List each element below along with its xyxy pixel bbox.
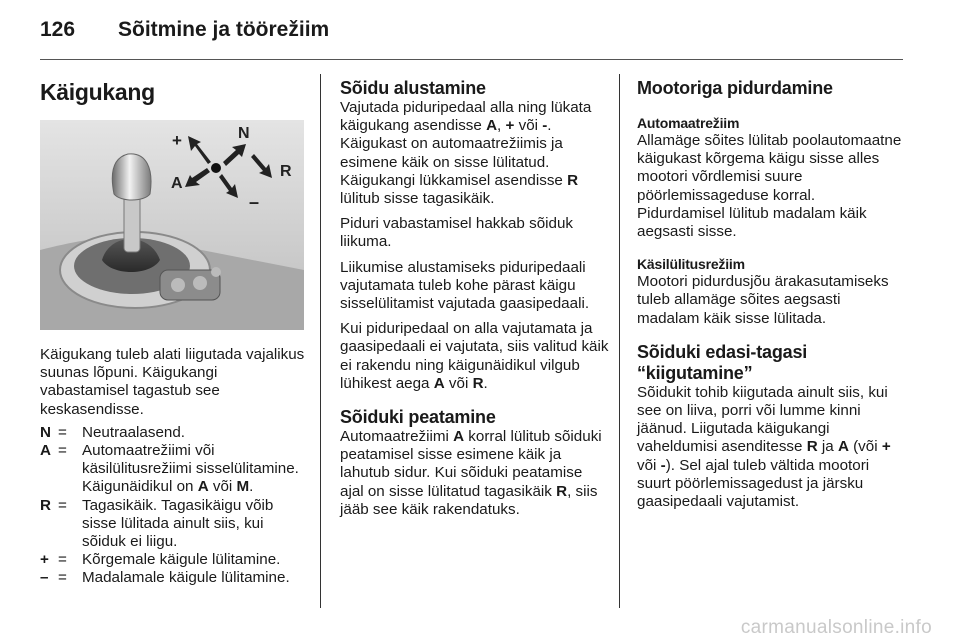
paragraph: Allamäge sõites lülitab poolautomaatne käigukast kõrgema käigu sisse alles mootori võrdlemisi suure pöörlemissageduse korral. Pidurdamisel lülitub madalam käik aegsasti sisse.: [637, 132, 902, 241]
column-divider-2: [619, 74, 620, 608]
paragraph: Liikumise alustamiseks piduripedaali vajutamata tuleb kohe pärast käigu sisselülitamist vajutada gaasipedaali.: [340, 258, 590, 313]
gear-knob: [112, 154, 151, 200]
paragraph: Mootori pidurdusjõu ärakasutamiseks tuleb allamäge sõites aegsasti madalam käik sisse lülitada.: [637, 273, 889, 327]
list-item: [40, 569, 308, 587]
def-key: –: [40, 569, 49, 587]
def-eq: =: [58, 423, 67, 441]
def-eq: =: [58, 496, 67, 514]
def-key: A: [40, 442, 51, 460]
column-3: [637, 74, 905, 511]
switch-panel: [160, 270, 220, 300]
column-divider-1: [320, 74, 321, 608]
def-value: Madalamale käigule lülitamine.: [82, 569, 290, 587]
def-key: +: [40, 551, 49, 569]
label-r: R: [280, 163, 292, 180]
section-title-soiduki-peatamine: Sõiduki peatamine: [340, 407, 496, 428]
list-item: [40, 551, 308, 569]
paragraph: Piduri vabastamisel hakkab sõiduk liikuma.: [340, 215, 573, 251]
gear-lever-illustration: [40, 120, 304, 330]
def-key: R: [40, 496, 51, 514]
section-title-kaigukang: Käigukang: [40, 79, 155, 105]
header-rule: [40, 59, 903, 60]
paragraph: Sõidukit tohib kiigutada ainult siis, kui see on liiva, porri või lumme kinni jäänud. Liigutada käigukangi vaheldumisi asenditesse R ja A (või + või -). Sel ajal tuleb vältida mootori suurt pöörlemissagedust ja järsku gaasipedaali vajutamist.: [637, 383, 891, 511]
def-eq: =: [58, 569, 67, 587]
def-key: N: [40, 423, 51, 441]
label-a: A: [171, 175, 183, 192]
label-minus: –: [249, 192, 260, 212]
switch-button-2: [193, 276, 207, 290]
page-header: [40, 18, 329, 48]
paragraph: Kui piduripedaal on alla vajutamata ja gaasipedaali ei vajutata, siis valitud käik ei rakendu ning käigunäidikul vilgub lühikest aega A või R.: [340, 320, 609, 392]
def-value: Neutraalasend.: [82, 423, 186, 441]
column-1: [40, 74, 308, 588]
paragraph: Automaatrežiimi A korral lülitub sõiduki peatamisel sisse esimene käik ja lahutub sidur. Kui sõiduki peatamise ajal on sisse lülitatud tagasikäik R, siis jääb see käik rakendatuks.: [340, 428, 602, 518]
list-item: [40, 442, 308, 497]
intro-paragraph: Käigukang tuleb alati liigutada vajalikus suunas lõpuni. Käigukangi vabastamisel tagastub see keskasendisse.: [40, 346, 305, 418]
column-2: [340, 74, 610, 519]
label-plus: +: [172, 131, 182, 150]
list-item: [40, 497, 308, 552]
watermark: carmanualsonline.info: [740, 617, 932, 638]
page-number: 126: [40, 18, 76, 41]
subsection-title-kasilulitusreziim: Käsilülitusrežiim: [637, 256, 745, 273]
def-value: Automaatrežiimi või käsilülitusrežiimi sisselülitamine. Käigunäidikul on A või M.: [82, 442, 299, 496]
pattern-center-dot: [211, 163, 221, 173]
switch-button-1: [171, 278, 185, 292]
switch-button-3: [211, 267, 221, 277]
section-title-kiigutamine: Sõiduki edasi-tagasi “kiigutamine”: [637, 341, 808, 383]
def-value: Kõrgemale käigule lülitamine.: [82, 551, 281, 569]
section-title-mootoriga-pidurdamine: Mootoriga pidurdamine: [637, 78, 833, 98]
def-eq: =: [58, 442, 67, 460]
chapter-title: Sõitmine ja töörežiim: [118, 18, 330, 41]
def-eq: =: [58, 551, 67, 569]
section-title-soidu-alustamine: Sõidu alustamine: [340, 78, 486, 98]
list-item: [40, 424, 308, 442]
subsection-title-automaatreziim: Automaatrežiim: [637, 115, 740, 131]
paragraph: Vajutada piduripedaal alla ning lükata käigukang asendisse A, + või -. Käigukast on automaatrežiimis ja esimene käik on sisse lülitatud. Käigukangi lükkamisel asendisse R lülitub sisse tagasikäik.: [340, 99, 592, 208]
gear-position-list: [40, 424, 308, 588]
def-value: Tagasikäik. Tagasikäigu võib sisse lülitada ainult siis, kui sõiduk ei liigu.: [82, 496, 274, 551]
label-n: N: [238, 125, 250, 142]
gear-lever-svg: [40, 120, 304, 330]
